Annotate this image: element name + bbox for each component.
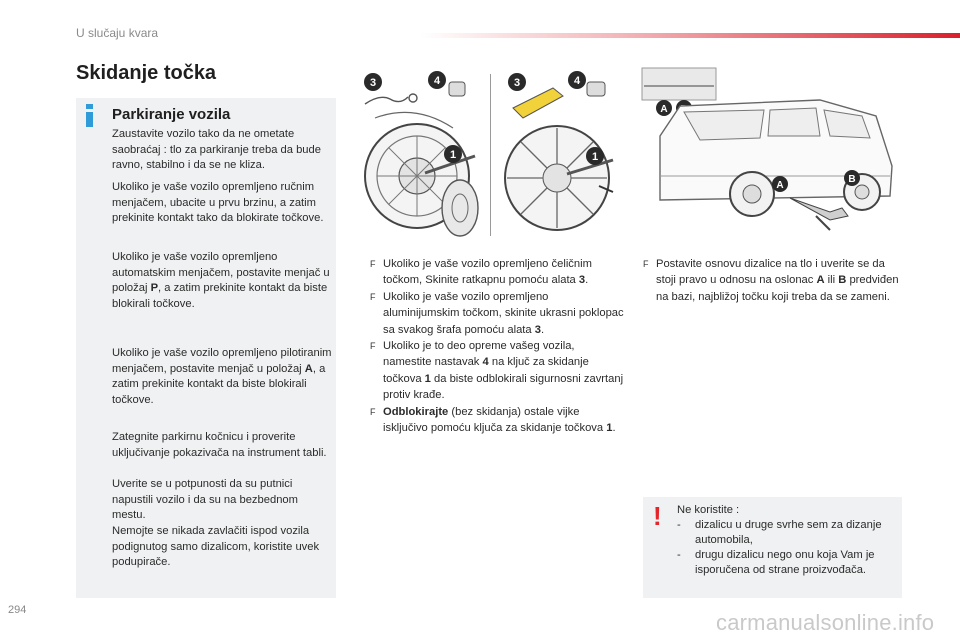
watermark: carmanualsonline.info	[716, 610, 935, 635]
parking-text-5: Zategnite parkirnu kočnicu i proverite uključivanje pokazivača na instrument tabli.	[112, 431, 327, 459]
svg-text:A: A	[660, 104, 668, 115]
step-item: F Odblokirajte (bez skidanja) ostale vijke isključivo pomoću ključa za skidanje točkova 1.	[370, 405, 616, 435]
steps-list	[370, 256, 625, 436]
parking-text-2: Ukoliko je vaše vozilo opremljeno ručnim menjačem, ubacite u prvu brzinu, a zatim prekinite kontakt tako da blokirate točkove.	[112, 181, 324, 224]
van-jack-illustration	[640, 66, 902, 242]
parking-text-1: Zaustavite vozilo tako da ne ometate saobraćaj : tlo za parkiranje treba da bude ravno, stabilno i da se ne kliza.	[112, 128, 321, 171]
info-icon	[86, 104, 94, 126]
svg-text:4: 4	[433, 75, 441, 87]
svg-text:4: 4	[573, 75, 581, 87]
parking-text-6: Uverite se u potpunosti da su putnici napustili vozilo i da su na bezbednom mestu.	[112, 478, 298, 521]
jack-instruction	[643, 256, 905, 305]
parking-text-3: Ukoliko je vaše vozilo opremljeno automatskim menjačem, postavite menjač u položaj P, a zatim prekinite kontakt da biste blokirali točkove.	[112, 251, 330, 310]
alloy-wheel-illustration	[495, 68, 625, 240]
page-number: 294	[8, 604, 27, 616]
svg-text:3: 3	[513, 77, 521, 89]
svg-text:1: 1	[591, 151, 599, 163]
steel-wheel-illustration	[355, 68, 490, 240]
header-rule	[420, 33, 960, 38]
svg-text:3: 3	[369, 77, 377, 89]
step-item: F Ukoliko je to deo opreme vašeg vozila, namestite nastavak 4 na ključ za skidanje točkova 1 da biste odblokirali sigurnosni zavrtanj protiv krađe.	[370, 340, 624, 402]
warning-text	[677, 503, 897, 578]
warning-item: - drugu dizalicu nego onu koja Vam je isporučena od strane proizvođača.	[677, 549, 875, 576]
warning-intro: Ne koristite :	[677, 504, 740, 516]
illustration-divider	[490, 74, 491, 236]
parking-text-7: Nemojte se nikada zavlačiti ispod vozila podignutog samo dizalicom, koristite uvek podupirače.	[112, 525, 320, 568]
step-item: F Ukoliko je vaše vozilo opremljeno aluminijumskim točkom, skinite ukrasni poklopac sa svakog šrafa pomoću alata 3.	[370, 290, 624, 336]
parking-text-4: Ukoliko je vaše vozilo opremljeno pilotiranim menjačem, postavite menjač u položaj A, a zatim prekinite kontakt da biste blokirali točkove.	[112, 347, 332, 406]
parking-title: Parkiranje vozila	[112, 106, 231, 123]
warning-item: - dizalicu u druge svrhe sem za dizanje automobila,	[677, 519, 882, 546]
page-title: Skidanje točka	[76, 62, 217, 84]
jack-step: F Postavite osnovu dizalice na tlo i uverite se da stoji pravo u odnosu na oslonac A ili B predviđen na bazi, najbližoj točku koji treba da se zameni.	[643, 258, 899, 303]
svg-text:1: 1	[449, 149, 457, 161]
warning-icon: !	[653, 501, 662, 531]
step-item: F Ukoliko je vaše vozilo opremljeno čeličnim točkom, Skinite ratkapnu pomoću alata 3.	[370, 258, 592, 287]
section-header: U slučaju kvara	[76, 26, 159, 40]
svg-text:A: A	[776, 180, 784, 191]
svg-text:B: B	[848, 174, 856, 185]
